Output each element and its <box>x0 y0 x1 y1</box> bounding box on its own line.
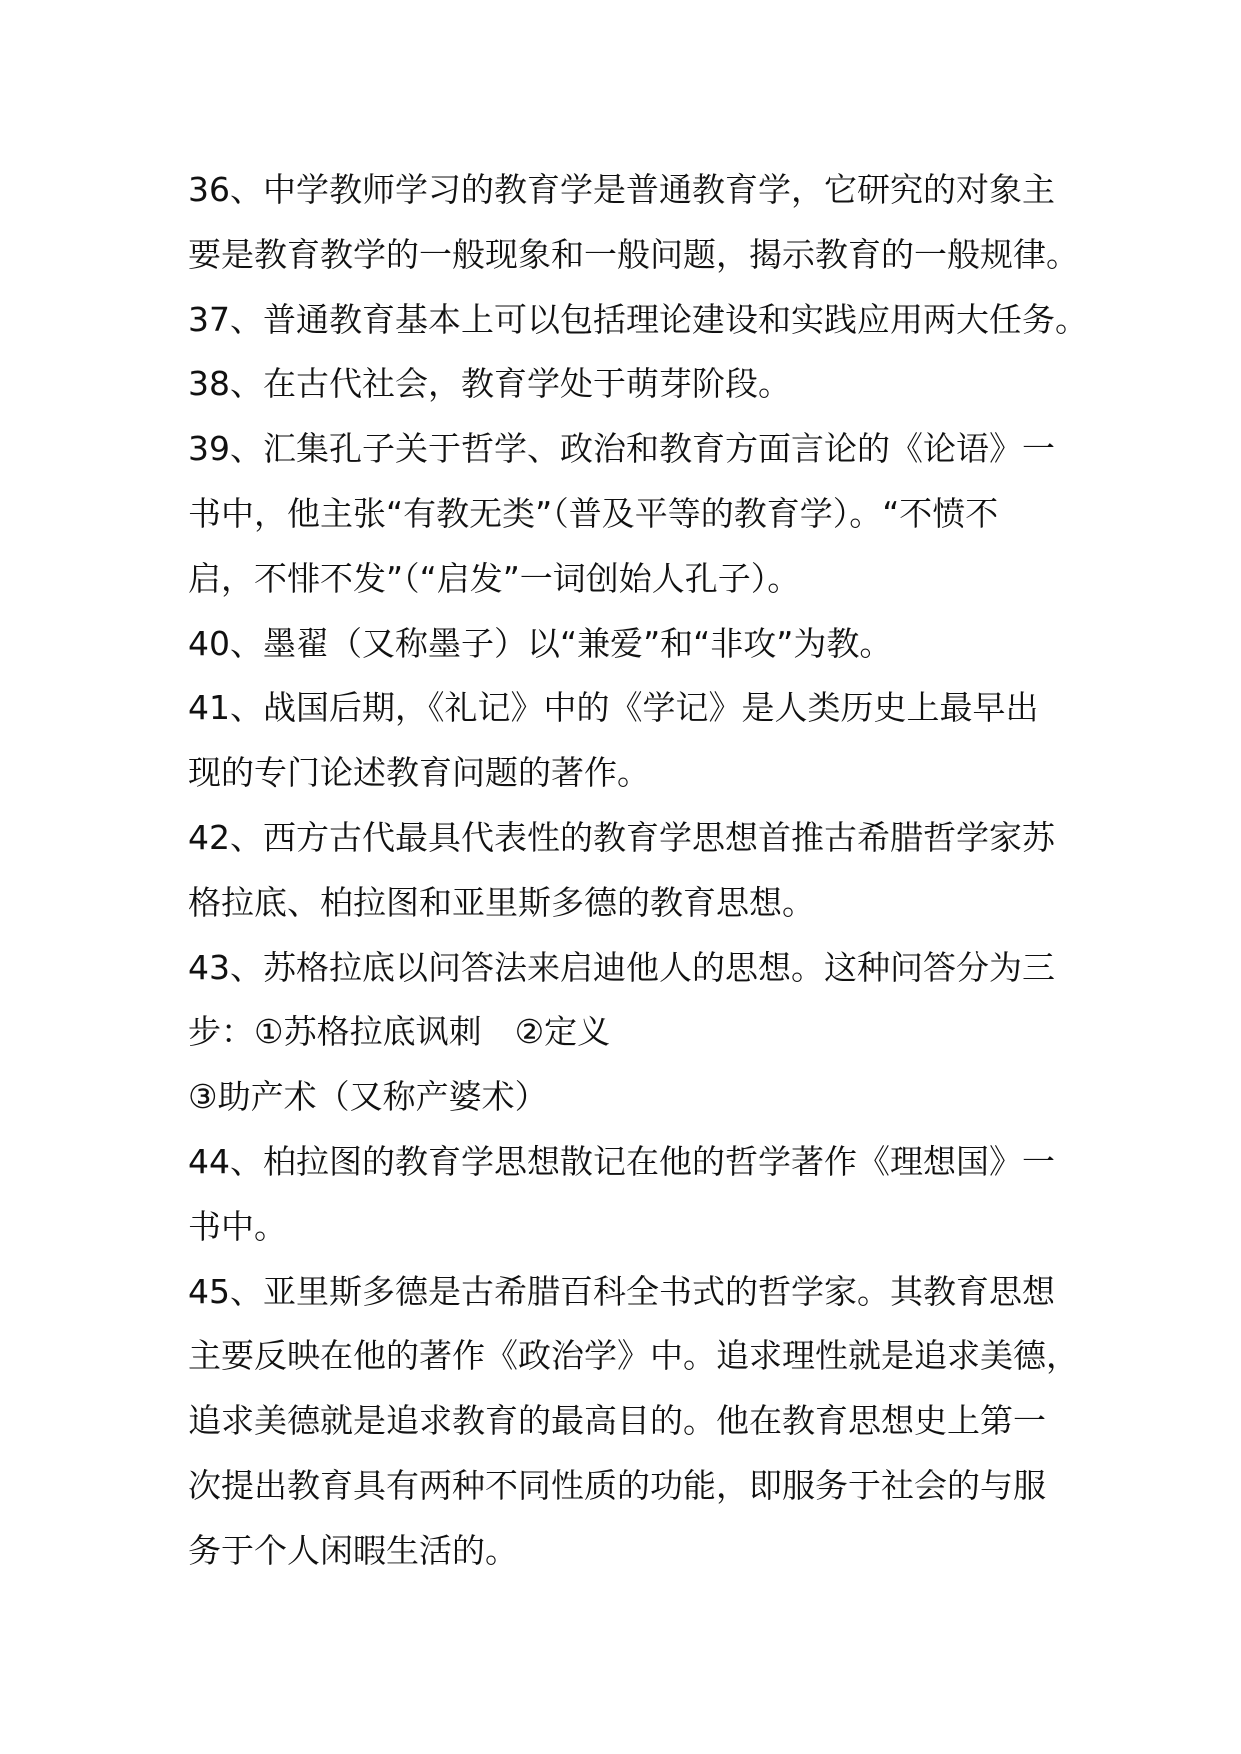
text-line: 格拉底、柏拉图和亚里斯多德的教育思想。 <box>188 882 815 922</box>
text-line: 44、柏拉图的教育学思想散记在他的哲学著作《理想国》一 <box>188 1141 1055 1181</box>
text-line: 现的专门论述教育问题的著作。 <box>188 753 650 793</box>
text-line: 务于个人闲暇生活的。 <box>188 1530 518 1570</box>
text-line: ③助产术（又称产婆术） <box>188 1077 548 1117</box>
text-line: 36、中学教师学习的教育学是普通教育学，它研究的对象主 <box>188 170 1055 209</box>
document-body <box>188 158 1088 1584</box>
text-line: 书中，他主张“有教无类”（普及平等的教育学）。“不愤不 <box>188 493 999 533</box>
text-line: 37、普通教育基本上可以包括理论建设和实践应用两大任务。 <box>188 299 1088 339</box>
text-line: 要是教育教学的一般现象和一般问题，揭示教育的一般规律。 <box>188 234 1079 274</box>
text-line: 41、战国后期，《礼记》中的《学记》是人类历史上最早出 <box>188 688 1039 728</box>
text-line: 40、墨翟（又称墨子）以“兼爱”和“非攻”为教。 <box>188 623 893 663</box>
text-line: 38、在古代社会，教育学处于萌芽阶段。 <box>188 364 791 404</box>
text-line: 42、西方古代最具代表性的教育学思想首推古希腊哲学家苏 <box>188 817 1055 857</box>
text-line: 追求美德就是追求教育的最高目的。他在教育思想史上第一 <box>188 1401 1046 1441</box>
text-line: 启，不悱不发”（“启发”一词创始人孔子）。 <box>188 558 801 598</box>
text-line: 39、汇集孔子关于哲学、政治和教育方面言论的《论语》一 <box>188 429 1055 469</box>
text-line: 43、苏格拉底以问答法来启迪他人的思想。这种问答分为三 <box>188 947 1055 987</box>
text-line: 书中。 <box>188 1206 287 1246</box>
text-line: 主要反映在他的著作《政治学》中。追求理性就是追求美德， <box>188 1336 1079 1376</box>
text-line: 45、亚里斯多德是古希腊百科全书式的哲学家。其教育思想 <box>188 1271 1055 1311</box>
text-line: 次提出教育具有两种不同性质的功能，即服务于社会的与服 <box>188 1465 1046 1505</box>
text-line: 步：①苏格拉底讽刺 ②定义 <box>188 1012 611 1052</box>
